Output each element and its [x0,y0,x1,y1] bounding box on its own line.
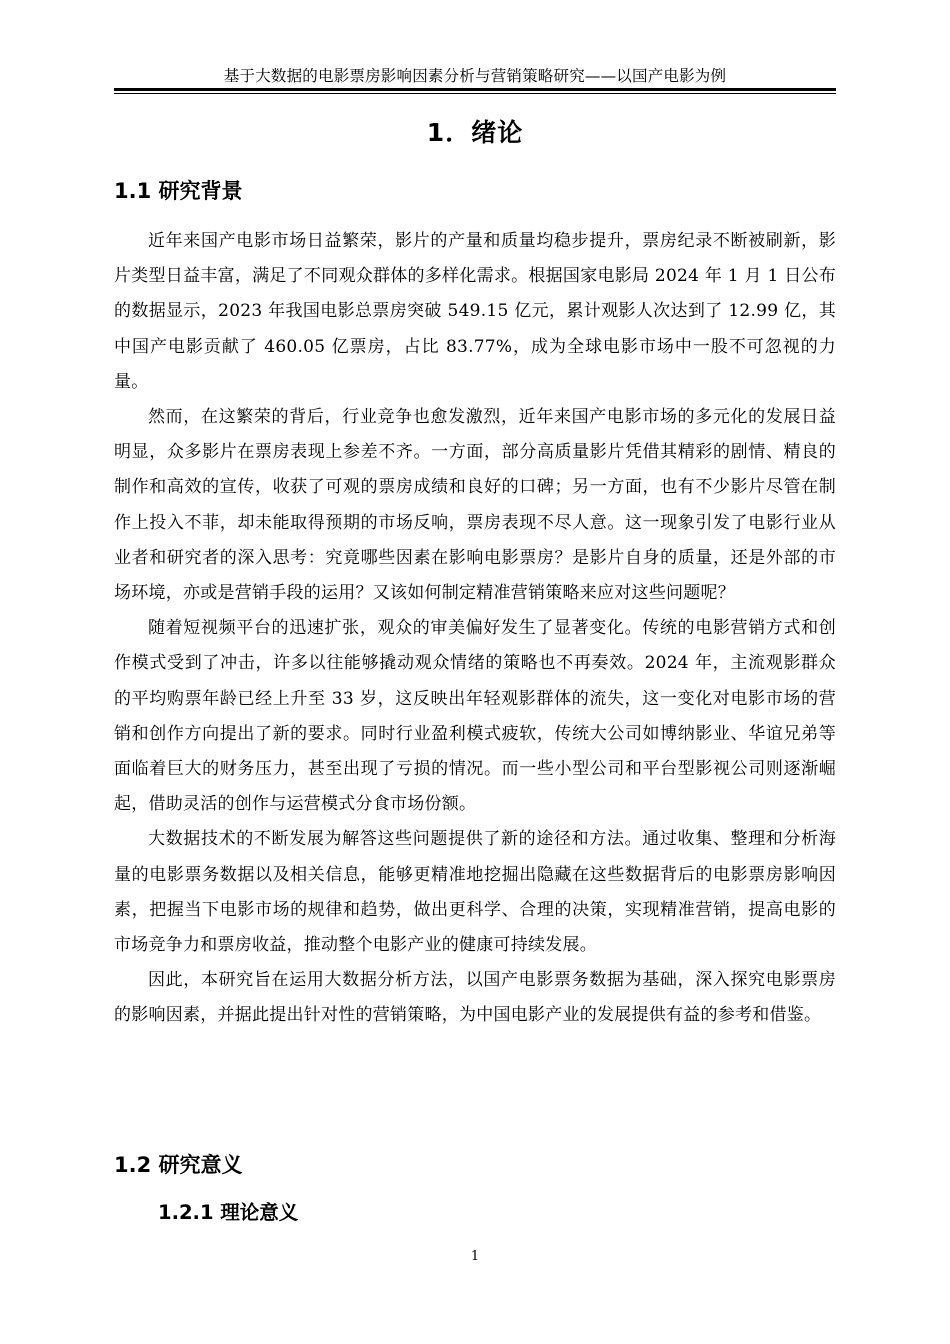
chapter-title: 1．绪论 [426,118,524,147]
paragraph-market-overview: 近年来国产电影市场日益繁荣，影片的产量和质量均稳步提升，票房纪录不断被刷新，影片类型日益丰富，满足了不同观众群体的多样化需求。根据国家电影局 2024 年 1 月 1 日公布的数据显示，2023 年我国电影总票房突破 549.15 亿元，累计观影人次达到了 12.99 亿，其中国产电影贡献了 460.05 亿票房，占比 83.77%，成为全球电影市场中一股不可忽视的力量。 [114,231,836,392]
section-body-background [114,224,836,1034]
header-rule-thin [114,93,836,94]
paragraph-short-video-impact: 随着短视频平台的迅速扩张，观众的审美偏好发生了显著变化。传统的电影营销方式和创作模式受到了冲击，许多以往能够撬动观众情绪的策略也不再奏效。2024 年，主流观影群众的平均购票年龄已经上升至 33 岁，这反映出年轻观影群体的流失，这一变化对电影市场的营销和创作方向提出了新的要求。同时行业盈利模式疲软，传统大公司如博纳影业、华谊兄弟等面临着巨大的财务压力，甚至出现了亏损的情况。而一些小型公司和平台型影视公司则逐渐崛起，借助灵活的创作与运营模式分食市场份额。 [114,618,836,815]
paragraph-big-data: 大数据技术的不断发展为解答这些问题提供了新的途径和方法。通过收集、整理和分析海量的电影票务数据以及相关信息，能够更精准地挖掘出隐藏在这些数据背后的电影票房影响因素，把握当下电影市场的规律和趋势，做出更科学、合理的决策，实现精准营销，提高电影的市场竞争力和票房收益，推动整个电影产业的健康可持续发展。 [114,829,836,956]
running-header: 基于大数据的电影票房影响因素分析与营销策略研究——以国产电影为例 [223,67,727,85]
section-heading-background: 1.1 研究背景 [114,179,243,203]
header-rule [114,88,836,91]
page-number: 1 [470,1249,480,1264]
paragraph-research-aim: 因此，本研究旨在运用大数据分析方法，以国产电影票务数据为基础，深入探究电影票房的影响因素，并据此提出针对性的营销策略，为中国电影产业的发展提供有益的参考和借鉴。 [114,970,836,1026]
section-heading-significance: 1.2 研究意义 [114,1153,243,1177]
subsection-heading-theoretical: 1.2.1 理论意义 [158,1201,299,1224]
paragraph-competition: 然而，在这繁荣的背后，行业竞争也愈发激烈，近年来国产电影市场的多元化的发展日益明显，众多影片在票房表现上参差不齐。一方面，部分高质量影片凭借其精彩的剧情、精良的制作和高效的宣传，收获了可观的票房成绩和良好的口碑；另一方面，也有不少影片尽管在制作上投入不菲，却未能取得预期的市场反响，票房表现不尽人意。这一现象引发了电影行业从业者和研究者的深入思考：究竟哪些因素在影响电影票房？是影片自身的质量，还是外部的市场环境，亦或是营销手段的运用？又该如何制定精准营销策略来应对这些问题呢？ [114,407,836,604]
